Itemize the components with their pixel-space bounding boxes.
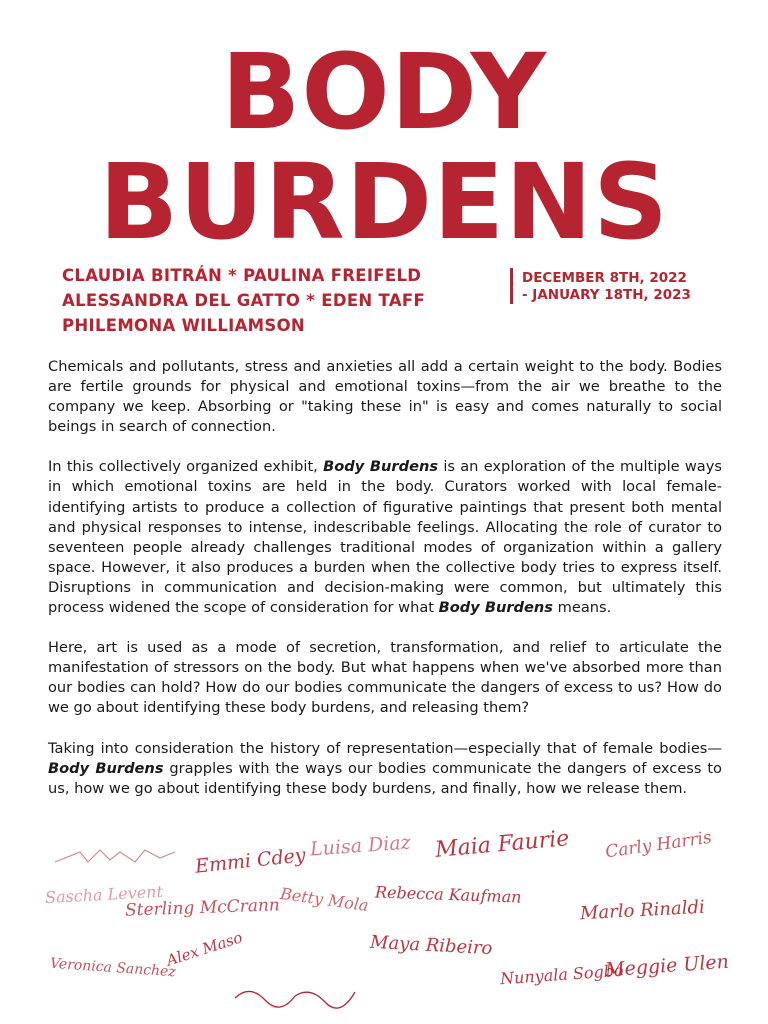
text-run: In this collectively organized exhibit, (48, 458, 324, 476)
artist-list (62, 263, 502, 338)
signature: Rebecca Kaufman (374, 882, 522, 907)
signature: Luisa Diaz (309, 831, 412, 861)
signature: Emmi Cdey (194, 844, 307, 878)
date-start: DECEMBER 8TH, 2022 (522, 270, 687, 286)
signature: Carly Harris (604, 827, 713, 863)
title-line-body: BODY (221, 31, 547, 153)
signature: Nunyala Sogbo (499, 960, 625, 989)
text-run: is an exploration of the multiple ways in which emotional toxins are held in the body. Curators worked with local female-identifying artists to produce a collection of figurative paintings that present both mental and physical responses to intense, indescribable feelings. Allocating the role of curator to seventeen people already challenges traditional modes of organization within a gallery space. However, it also produces a burden when the collective body tries to express itself. Disruptions in communication and decision-making were common, but ultimately this process widened the scope of consideration for what (48, 458, 722, 617)
signature: Maia Faurie (434, 826, 571, 863)
exhibit-title-emphasis: Body Burdens (48, 759, 164, 777)
exhibition-dates (522, 270, 722, 304)
text-run: grapples with the ways our bodies communicate the dangers of excess to us, how we go about identifying these body burdens, and finally, how we release them. (48, 759, 722, 797)
signature: Meggie Ulen (604, 950, 730, 982)
exhibit-title-emphasis: Body Burdens (438, 599, 553, 617)
signature-area (40, 826, 730, 1010)
exhibition-statement (48, 357, 722, 819)
signature: Sascha Levent (44, 881, 164, 908)
signature: Betty Mola (279, 883, 370, 916)
text-run: means. (552, 599, 612, 617)
title-line-burdens: BURDENS (98, 141, 670, 263)
signature-scribble-icon (50, 840, 180, 870)
artist-line: ALESSANDRA DEL GATTO * EDEN TAFF (62, 291, 426, 310)
signature: Maya Ribeiro (369, 931, 493, 960)
paragraph-1: Chemicals and pollutants, stress and anxieties all add a certain weight to the body. Bodies are fertile grounds for physical and emotional toxins—from the air we breathe to the company we keep. Absorbing or "taking these in" is easy and comes naturally to social beings in search of connection. (48, 358, 722, 436)
paragraph-2 (48, 457, 722, 618)
signature: Alex Maso (164, 928, 245, 970)
divider (510, 268, 513, 304)
exhibit-title-emphasis: Body Burdens (323, 458, 439, 476)
signature: Veronica Sanchez (49, 955, 177, 981)
artist-line: CLAUDIA BITRÁN * PAULINA FREIFELD (62, 266, 422, 285)
text-run: Taking into consideration the history of representation—especially that of female bodies— (48, 739, 722, 757)
signature: Marlo Rinaldi (579, 896, 706, 925)
paragraph-3: Here, art is used as a mode of secretion, transformation, and relief to articulate the manifestation of stressors on the body. But what happens when we've absorbed more than our bodies can hold? How do our bodies communicate the dangers of excess to us? How do we go about identifying these body burdens, and releasing them? (48, 639, 722, 717)
signature-scribble-icon (230, 980, 360, 1010)
paragraph-4 (48, 739, 722, 799)
artist-line: PHILEMONA WILLIAMSON (62, 316, 306, 335)
date-end: - JANUARY 18TH, 2023 (522, 287, 691, 303)
signature: Sterling McCrann (124, 895, 281, 921)
